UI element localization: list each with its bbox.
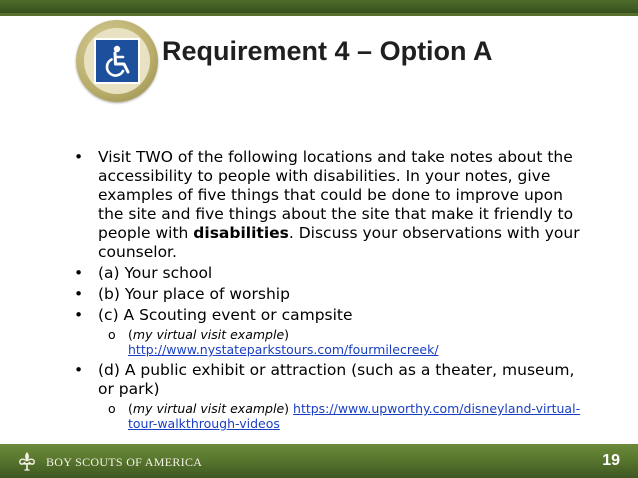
- bullet-item-school: [72, 264, 592, 283]
- sub-item-exhibit-example: [72, 401, 592, 431]
- bullet-item-main: [72, 148, 592, 262]
- sub-d-prefix: (: [128, 401, 133, 416]
- bullet-main-text: [98, 148, 592, 262]
- fourmilecreek-link[interactable]: http://www.nystateparkstours.com/fourmilecreek/: [128, 342, 439, 357]
- slide-title: Requirement 4 – Option A: [162, 36, 493, 66]
- sub-bullet-icon: o: [108, 401, 116, 416]
- top-decorative-band: [0, 0, 638, 16]
- bullet-dot-icon: •: [74, 285, 84, 303]
- sub-item-scouting-example: [72, 327, 592, 357]
- bullet-dot-icon: •: [74, 306, 84, 324]
- bullet-item-worship: [72, 285, 592, 304]
- bullet-school-text: (a) Your school: [98, 264, 213, 282]
- disneyland-tour-link[interactable]: https://www.upworthy.com/disneyland-virtual-tour-walkthrough-videos: [128, 401, 581, 431]
- bsa-organization-name: BOY SCOUTS OF AMERICA: [46, 455, 203, 469]
- bullet-item-exhibit: [72, 361, 592, 399]
- sub-bullet-icon: o: [108, 327, 116, 342]
- wheelchair-symbol: [96, 40, 138, 82]
- disabilities-awareness-badge-icon: [76, 20, 158, 102]
- sub-d-italic: my virtual visit example: [132, 401, 285, 416]
- sub-d-suffix: ): [284, 401, 290, 416]
- bullet-item-scouting: [72, 306, 592, 325]
- bullet-dot-icon: •: [74, 264, 84, 282]
- bullet-main-bold: disabilities: [193, 224, 289, 242]
- bullet-worship-text: (b) Your place of worship: [98, 285, 290, 303]
- slide-page-number: 19: [602, 452, 620, 469]
- bullet-scouting-text: (c) A Scouting event or campsite: [98, 306, 353, 324]
- sub-c-italic: my virtual visit example: [132, 327, 285, 342]
- sub-c-suffix: ): [284, 327, 290, 342]
- badge-inner-ring: [84, 28, 150, 94]
- bullet-main-text-start: Visit TWO of the following locations and take notes about the accessibility to people with disabilities. In your notes, give examples of five things that could be done to improve upon the site and five things about the site that make it friendly to people with: [98, 148, 574, 242]
- sub-c-prefix: (: [128, 327, 133, 342]
- bullet-exhibit-text: (d) A public exhibit or attraction (such as a theater, museum, or park): [98, 361, 575, 398]
- bullet-dot-icon: •: [74, 148, 84, 166]
- bullet-dot-icon: •: [74, 361, 84, 379]
- slide-content: [72, 148, 592, 435]
- fleur-de-lis-icon: [16, 450, 38, 472]
- wheelchair-icon: [94, 38, 140, 84]
- bullet-main-text-end: . Discuss your observations with your counselor.: [98, 224, 580, 261]
